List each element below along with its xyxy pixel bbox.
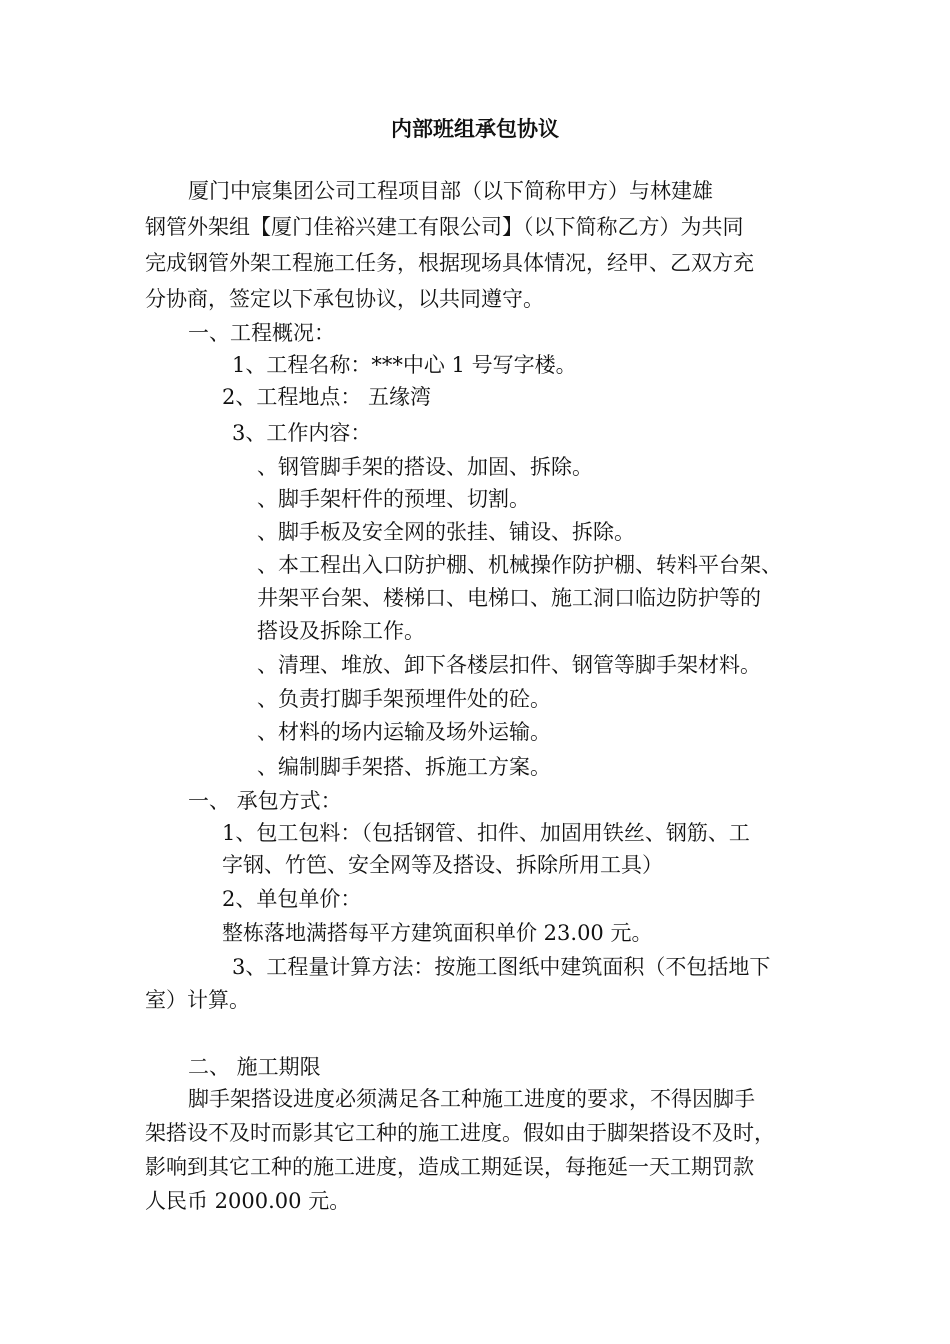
intro-line-4: 分协商，签定以下承包协议，以共同遵守。 [145,287,544,311]
section2-item1-line1: 1、包工包料：（包括钢管、扣件、加固用铁丝、钢筋、工 [222,821,750,845]
section1-item2: 2、工程地点： 五缘湾 [222,385,432,409]
intro-line-1: 厦门中宸集团公司工程项目部（以下简称甲方）与林建雄 [188,179,713,203]
task-item: 、清理、堆放、卸下各楼层扣件、钢管等脚手架材料。 [257,653,761,677]
section1-item3: 3、工作内容： [232,421,372,445]
section2-item2: 2、单包单价： [222,887,362,911]
section1-item1: 1、工程名称：***中心 1 号写字楼。 [232,353,577,377]
task-item: 、编制脚手架搭、拆施工方案。 [257,755,551,779]
task-item: 、脚手板及安全网的张挂、铺设、拆除。 [257,520,635,544]
task-item: 、本工程出入口防护棚、机械操作防护棚、转料平台架、 [257,553,782,577]
section3-body-line2: 架搭设不及时而影其它工种的施工进度。假如由于脚架搭设不及时， [145,1121,775,1145]
intro-line-3: 完成钢管外架工程施工任务，根据现场具体情况，经甲、乙双方充 [145,251,754,275]
section2-price: 整栋落地满搭每平方建筑面积单价 23.00 元。 [222,921,653,945]
document-title: 内部班组承包协议 [391,117,559,141]
section1-heading: 一、工程概况： [188,321,335,345]
section2-heading: 一、 承包方式： [188,789,342,813]
section3-body-line1: 脚手架搭设进度必须满足各工种施工进度的要求，不得因脚手 [188,1087,755,1111]
task-item: 、材料的场内运输及场外运输。 [257,720,551,744]
task-item-continued: 搭设及拆除工作。 [257,619,425,643]
section3-body-line4: 人民币 2000.00 元。 [145,1189,351,1213]
task-item: 、脚手架杆件的预埋、切割。 [257,487,530,511]
section3-heading: 二、 施工期限 [188,1055,321,1079]
task-item-continued: 井架平台架、楼梯口、电梯口、施工洞口临边防护等的 [257,586,761,610]
task-item: 、负责打脚手架预埋件处的砼。 [257,687,551,711]
section2-item1-line2: 字钢、竹笆、安全网等及搭设、拆除所用工具） [222,853,663,877]
section2-item3-line1: 3、工程量计算方法：按施工图纸中建筑面积（不包括地下 [232,955,771,979]
intro-line-2: 钢管外架组【厦门佳裕兴建工有限公司】（以下简称乙方）为共同 [145,215,744,239]
section3-body-line3: 影响到其它工种的施工进度，造成工期延误，每拖延一天工期罚款 [145,1155,754,1179]
section2-item3-line2: 室）计算。 [145,988,250,1012]
task-item: 、钢管脚手架的搭设、加固、拆除。 [257,455,593,479]
